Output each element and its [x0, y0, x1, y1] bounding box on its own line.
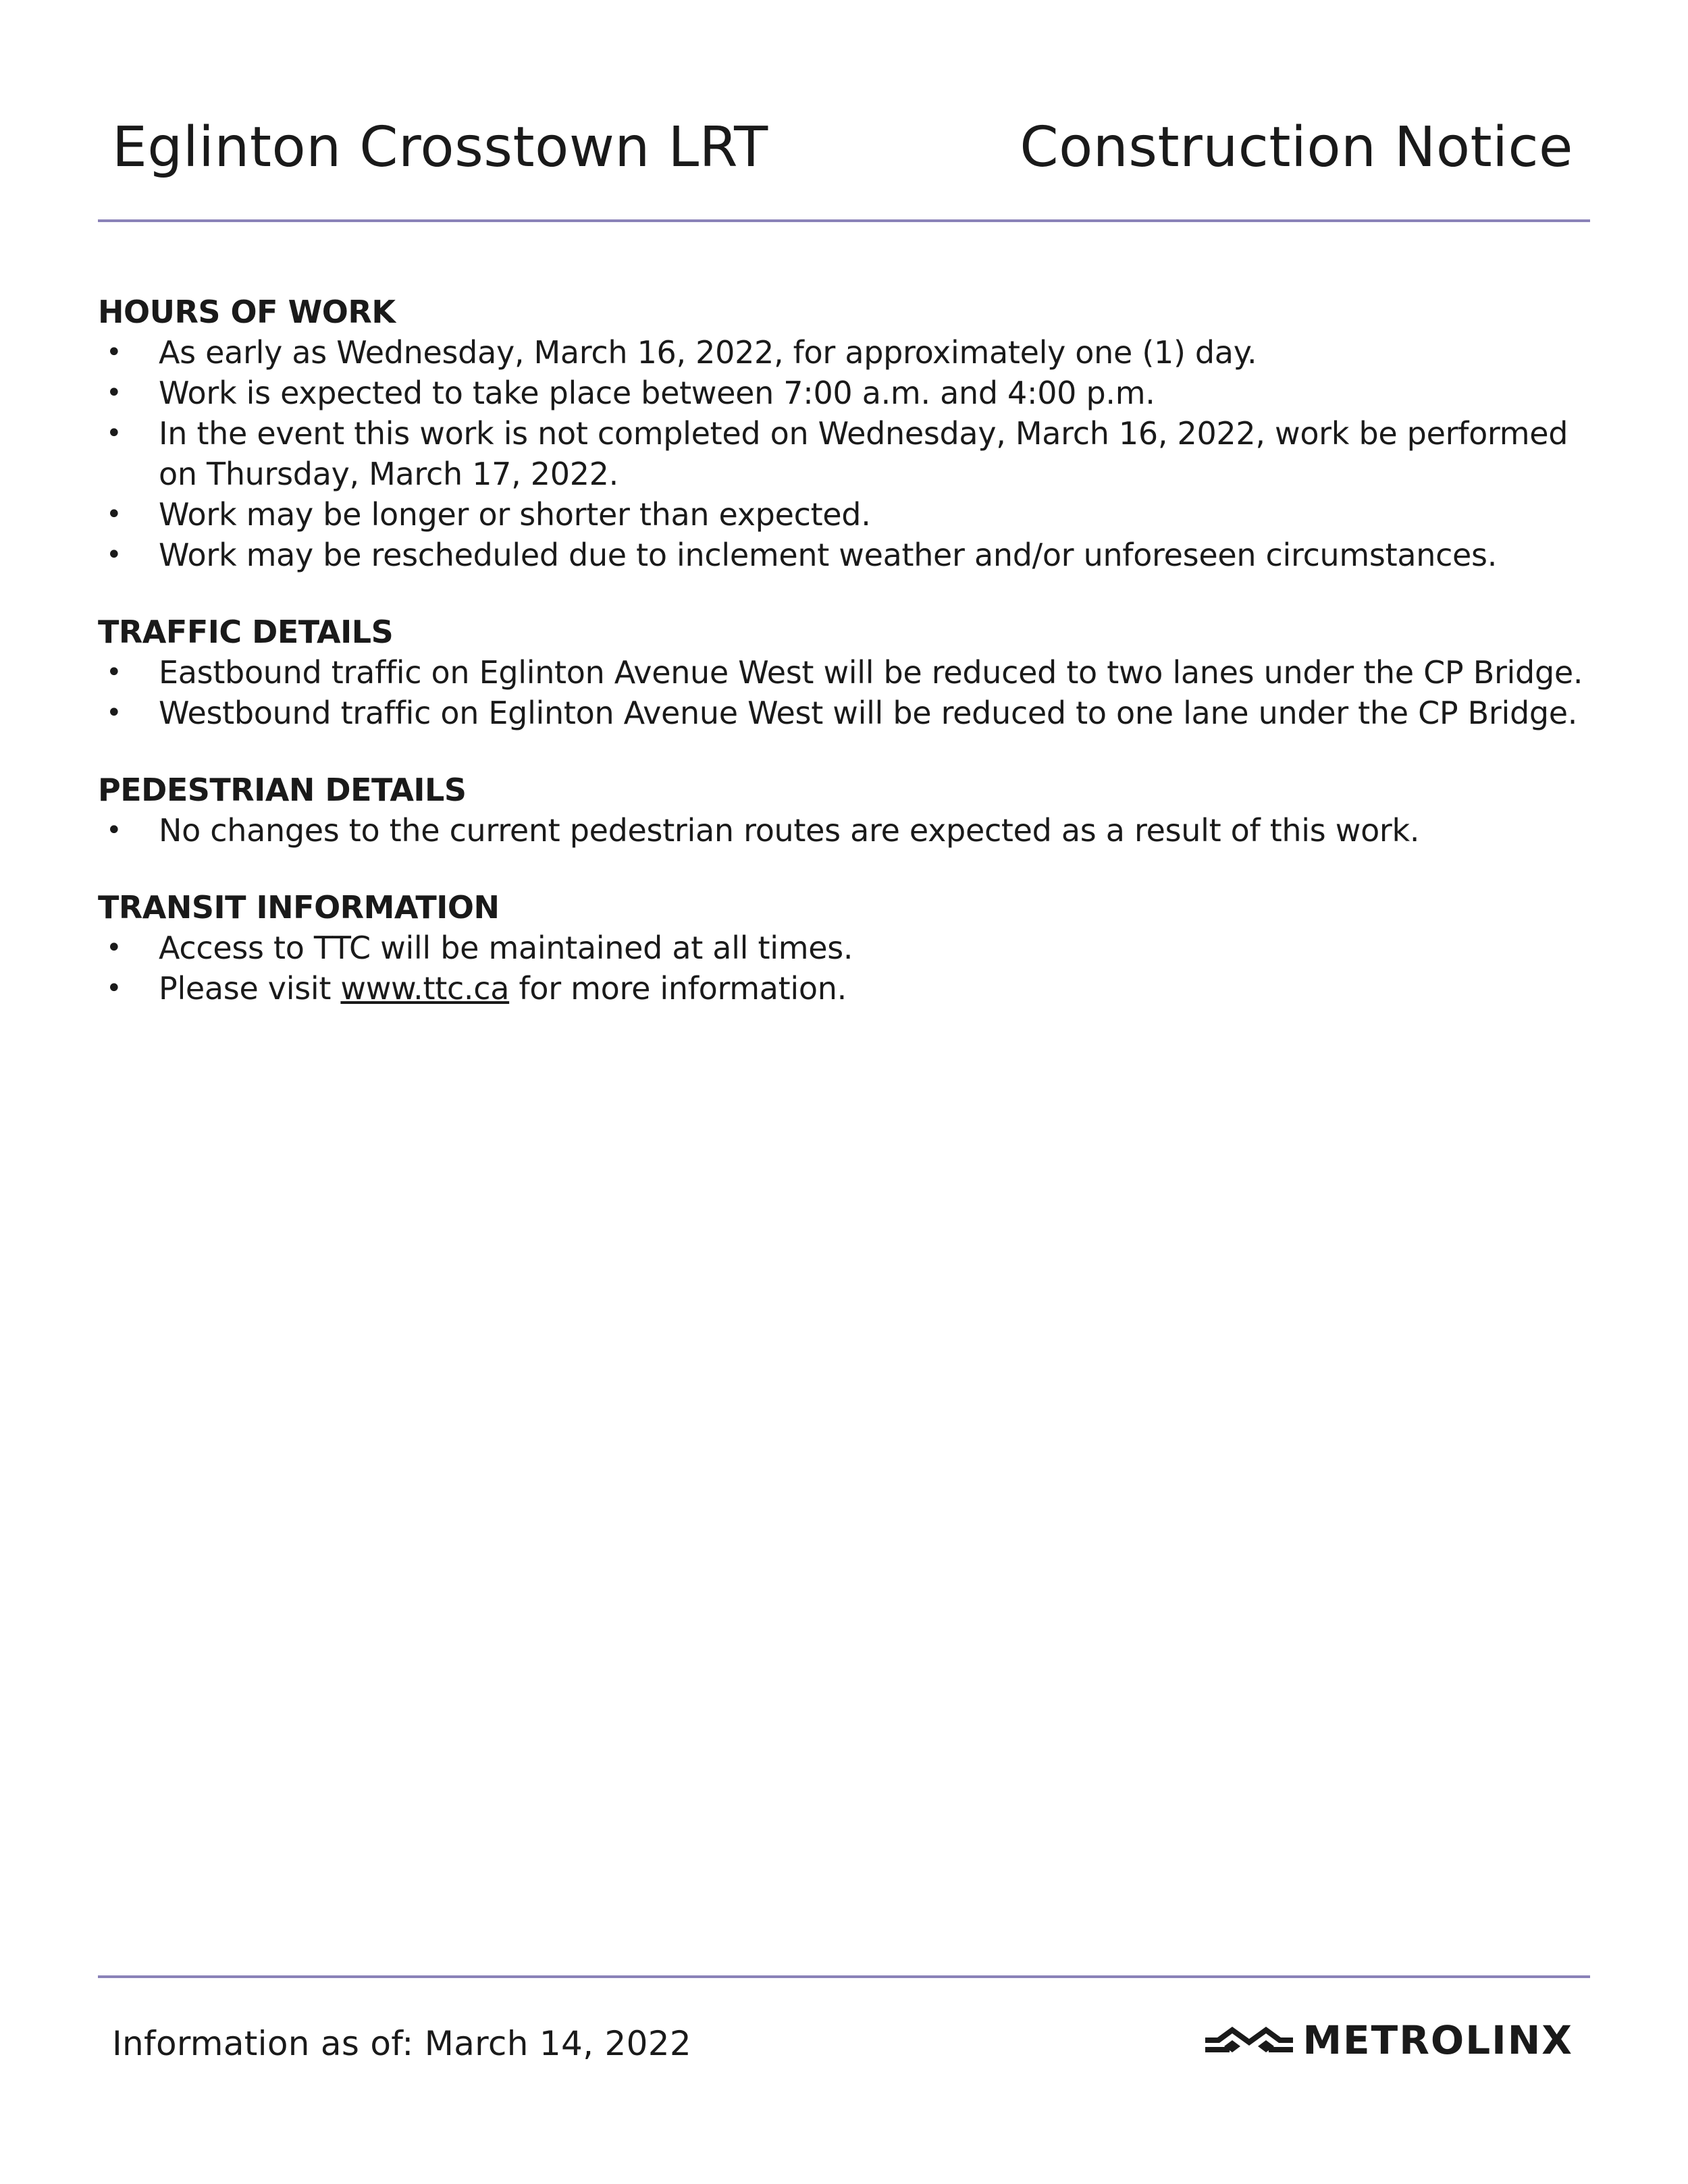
- pedestrian-list: [98, 810, 1604, 851]
- bullet-icon: •: [106, 657, 122, 688]
- list-item: • Work is expected to take place between 7:00 a.m. and 4:00 p.m.: [98, 373, 1604, 413]
- list-item: • Access to TTC will be maintained at all times.: [98, 928, 1604, 968]
- bullet-icon: •: [106, 418, 122, 449]
- metrolinx-logo: [1205, 2017, 1573, 2063]
- bullet-icon: •: [106, 932, 122, 963]
- list-item: • Eastbound traffic on Eglinton Avenue West will be reduced to two lanes under the CP Bridge.: [98, 652, 1604, 693]
- list-item: • In the event this work is not completed on Wednesday, March 16, 2022, work be performed on Thursday, March 17, 2022.: [98, 413, 1604, 494]
- bullet-icon: •: [106, 697, 122, 728]
- information-date: [112, 2024, 691, 2063]
- notice-type-title: Construction Notice: [1020, 115, 1573, 180]
- metrolinx-wordmark: METROLINX: [1302, 2017, 1573, 2063]
- list-item: • No changes to the current pedestrian routes are expected as a result of this work.: [98, 810, 1604, 851]
- bullet-icon: •: [106, 377, 122, 408]
- hours-list: [98, 332, 1604, 575]
- section-heading: PEDESTRIAN DETAILS: [98, 772, 467, 808]
- section-heading: TRAFFIC DETAILS: [98, 614, 394, 650]
- project-title: Eglinton Crosstown LRT: [112, 115, 768, 180]
- notice-body: [98, 292, 1604, 1045]
- list-item: • Work may be rescheduled due to inclement weather and/or unforeseen circumstances.: [98, 535, 1604, 575]
- header-divider: [98, 219, 1590, 222]
- bullet-icon: •: [106, 815, 122, 846]
- section-heading: TRANSIT INFORMATION: [98, 889, 500, 926]
- bullet-icon: •: [106, 337, 122, 368]
- pedestrian-details-section: [98, 770, 1604, 851]
- metrolinx-wave-icon: [1205, 2023, 1293, 2058]
- bullet-icon: •: [106, 499, 122, 530]
- list-item: • Work may be longer or shorter than expected.: [98, 494, 1604, 535]
- bullet-icon: •: [106, 539, 122, 570]
- info-label: Information as of:: [112, 2024, 414, 2063]
- list-item: • Westbound traffic on Eglinton Avenue West will be reduced to one lane under the CP Bridge.: [98, 693, 1604, 733]
- bullet-icon: •: [106, 973, 122, 1004]
- ttc-website-link[interactable]: www.ttc.ca: [340, 970, 510, 1007]
- hours-of-work-section: [98, 292, 1604, 575]
- transit-list: [98, 928, 1604, 1009]
- transit-information-section: [98, 887, 1604, 1009]
- list-item: • Please visit www.ttc.ca for more information.: [98, 968, 1604, 1009]
- info-date-value: March 14, 2022: [424, 2024, 691, 2063]
- section-heading: HOURS OF WORK: [98, 294, 396, 330]
- footer-divider: [98, 1975, 1590, 1978]
- list-item: • As early as Wednesday, March 16, 2022, for approximately one (1) day.: [98, 332, 1604, 373]
- traffic-list: [98, 652, 1604, 733]
- traffic-details-section: [98, 612, 1604, 733]
